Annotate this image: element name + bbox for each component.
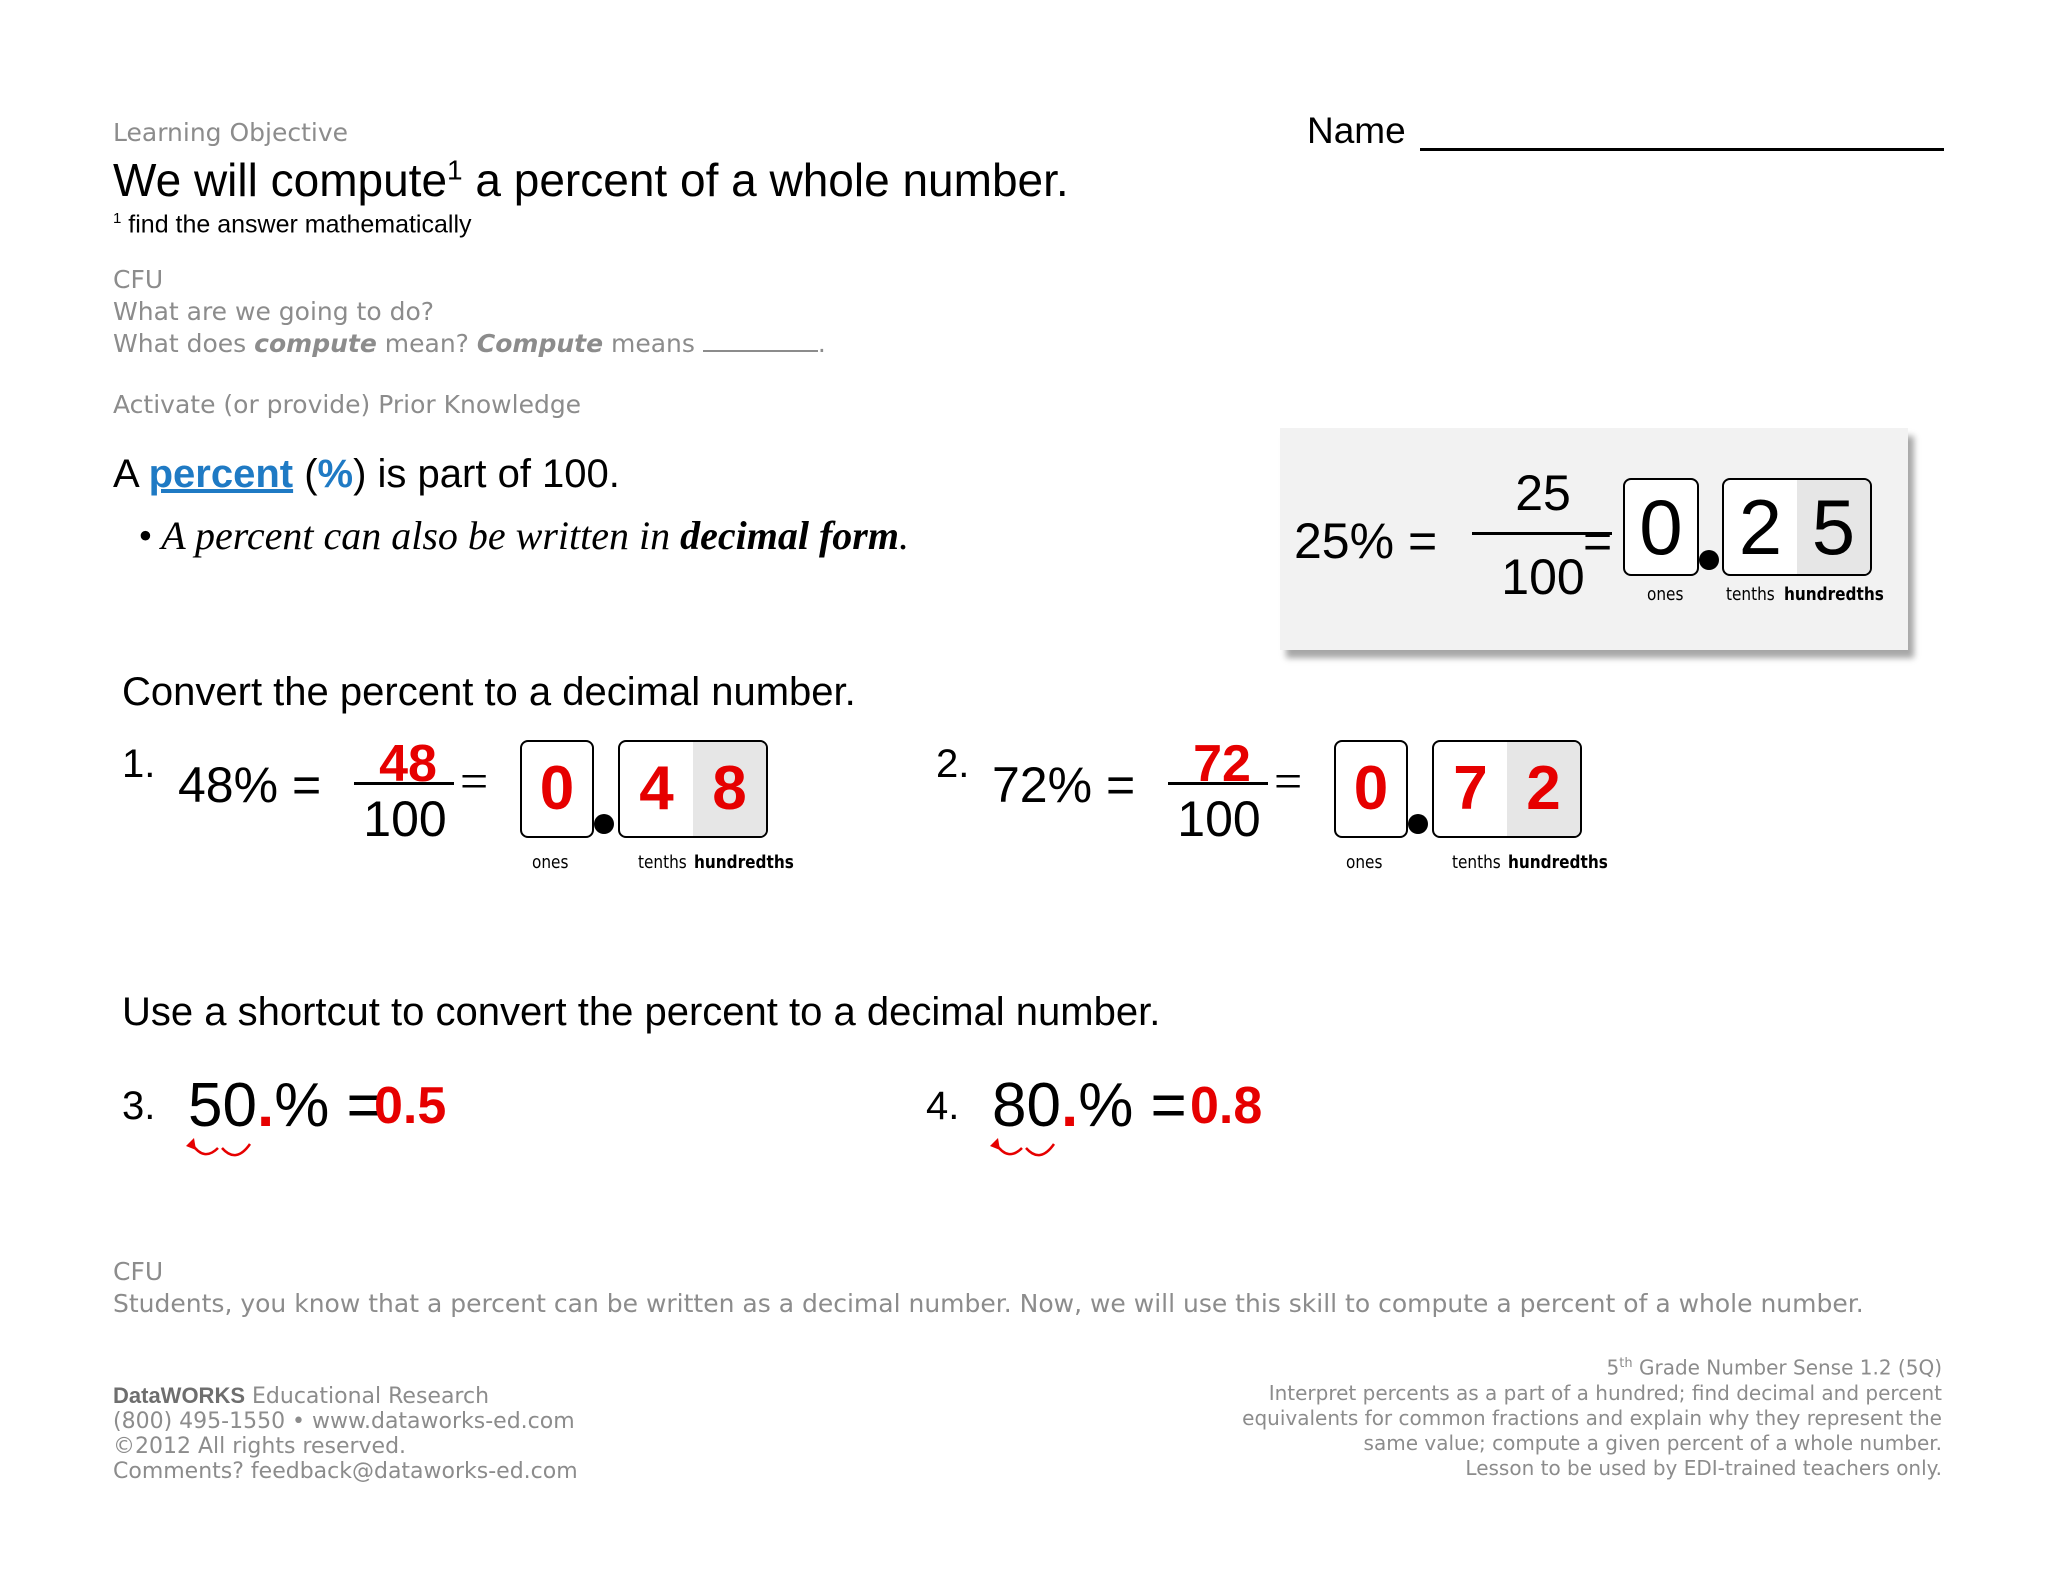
example-numerator: 25: [1515, 465, 1571, 521]
ones-digit: 0: [539, 754, 575, 823]
pv-hundredths: hundredths: [694, 852, 794, 873]
cfu-bottom-text: Students, you know that a percent can be written as a decimal number. Now, we will use this skill to compute a percent of a whole number.: [113, 1289, 1864, 1318]
decimal-hop-arrows: [184, 1132, 274, 1172]
problem-percent: 72% =: [992, 757, 1136, 813]
problem-number: 2.: [936, 742, 970, 786]
name-line[interactable]: [1420, 148, 1944, 151]
example-denominator: 100: [1501, 549, 1585, 605]
brand: DataWORKS Educational Research: [113, 1383, 490, 1409]
prior-knowledge-label: Activate (or provide) Prior Knowledge: [113, 390, 582, 419]
problem-4: [926, 1070, 1426, 1180]
cfu-question-1: What are we going to do?: [113, 297, 435, 326]
decimal-box: [1432, 740, 1582, 838]
ones-box: [520, 740, 594, 838]
hundredths-digit: 2: [1507, 742, 1580, 836]
standard-line-3: equivalents for common fractions and explain why they represent the: [1242, 1405, 1942, 1430]
problem-expression: 50.% =: [188, 1071, 383, 1140]
example-equals: =: [1583, 513, 1613, 569]
moved-decimal: .: [1060, 1071, 1079, 1140]
pv-hundredths: hundredths: [1508, 852, 1608, 873]
pv-ones: ones: [532, 852, 569, 873]
objective-label: Learning Objective: [113, 118, 349, 147]
moved-decimal: .: [256, 1071, 275, 1140]
problem-numerator: 72: [1193, 735, 1251, 793]
problem-answer: 0.8: [1190, 1077, 1263, 1135]
problem-2: [936, 735, 1636, 880]
percent-link[interactable]: percent: [148, 452, 294, 496]
tenths-digit: 4: [639, 754, 674, 823]
convert-heading: Convert the percent to a decimal number.: [122, 670, 856, 714]
pv-tenths: tenths: [638, 852, 687, 873]
problem-answer: 0.5: [374, 1077, 447, 1135]
fraction-bar: [354, 782, 454, 785]
ones-box: [1623, 478, 1699, 576]
footnote: $^1$ find the answer mathematically: [113, 210, 472, 239]
standard-info: [1242, 1351, 1942, 1481]
problem-percent: 48% =: [178, 757, 322, 813]
ones-box: [1334, 740, 1408, 838]
pv-ones: ones: [1346, 852, 1383, 873]
tenths-digit: 2: [1738, 483, 1783, 571]
problem-number: 1.: [122, 742, 156, 786]
problem-equals: =: [1274, 753, 1303, 809]
problem-3: [122, 1070, 622, 1180]
problem-expression: 80.% =: [992, 1071, 1187, 1140]
decimal-point: [1699, 550, 1719, 570]
pv-ones: ones: [1647, 584, 1684, 605]
hundredths-digit: 8: [693, 742, 766, 836]
problem-numerator: 48: [379, 735, 437, 793]
problem-denominator: 100: [1177, 791, 1261, 847]
problem-equals: =: [460, 753, 489, 809]
contact: (800) 495-1550 • www.dataworks-ed.com: [113, 1409, 575, 1434]
standard-title: 5th Grade Number Sense 1.2 (5Q): [1606, 1355, 1942, 1380]
hundredths-digit: 5: [1797, 480, 1870, 574]
cfu-question-2: What does compute mean? Compute means .: [113, 329, 826, 358]
example-card: [1280, 428, 1908, 650]
problem-denominator: 100: [363, 791, 447, 847]
cfu-label: CFU: [113, 1257, 164, 1286]
decimal-box: [1722, 478, 1872, 576]
decimal-hop-arrows: [988, 1132, 1078, 1172]
tenths-digit: 7: [1453, 754, 1488, 823]
learning-objective: We will compute$^1$ a percent of a whole number.: [113, 154, 1069, 206]
standard-line-5: Lesson to be used by EDI-trained teachers only.: [1465, 1455, 1942, 1480]
fraction-bar: [1168, 782, 1268, 785]
decimal-point: [1408, 814, 1428, 834]
pv-hundredths: hundredths: [1784, 584, 1884, 605]
cfu-questions: [113, 264, 826, 360]
cfu-bottom: [113, 1256, 1933, 1320]
standard-line-2: Interpret percents as a part of a hundred; find decimal and percent: [1268, 1380, 1942, 1405]
example-percent: 25% =: [1294, 513, 1438, 569]
cfu-label: CFU: [113, 265, 164, 294]
percent-bullet: • A percent can also be written in decimal form.: [138, 513, 909, 558]
problem-1: [122, 735, 822, 880]
percent-definition: A percent (%) is part of 100.: [113, 452, 620, 496]
problem-number: 3.: [122, 1084, 156, 1128]
ones-digit: 0: [1639, 483, 1683, 571]
name-label: Name: [1307, 110, 1406, 151]
standard-line-4: same value; compute a given percent of a whole number.: [1363, 1430, 1942, 1455]
dataworks-info: [113, 1383, 578, 1484]
problem-number: 4.: [926, 1084, 960, 1128]
rights: ©2012 All rights reserved.: [113, 1434, 407, 1459]
pv-tenths: tenths: [1452, 852, 1501, 873]
shortcut-heading: Use a shortcut to convert the percent to a decimal number.: [122, 990, 1161, 1034]
comments: Comments? feedback@dataworks-ed.com: [113, 1459, 578, 1484]
decimal-point: [594, 814, 614, 834]
decimal-box: [618, 740, 768, 838]
answer-blank: [703, 350, 818, 352]
pv-tenths: tenths: [1726, 584, 1775, 605]
ones-digit: 0: [1353, 754, 1389, 823]
